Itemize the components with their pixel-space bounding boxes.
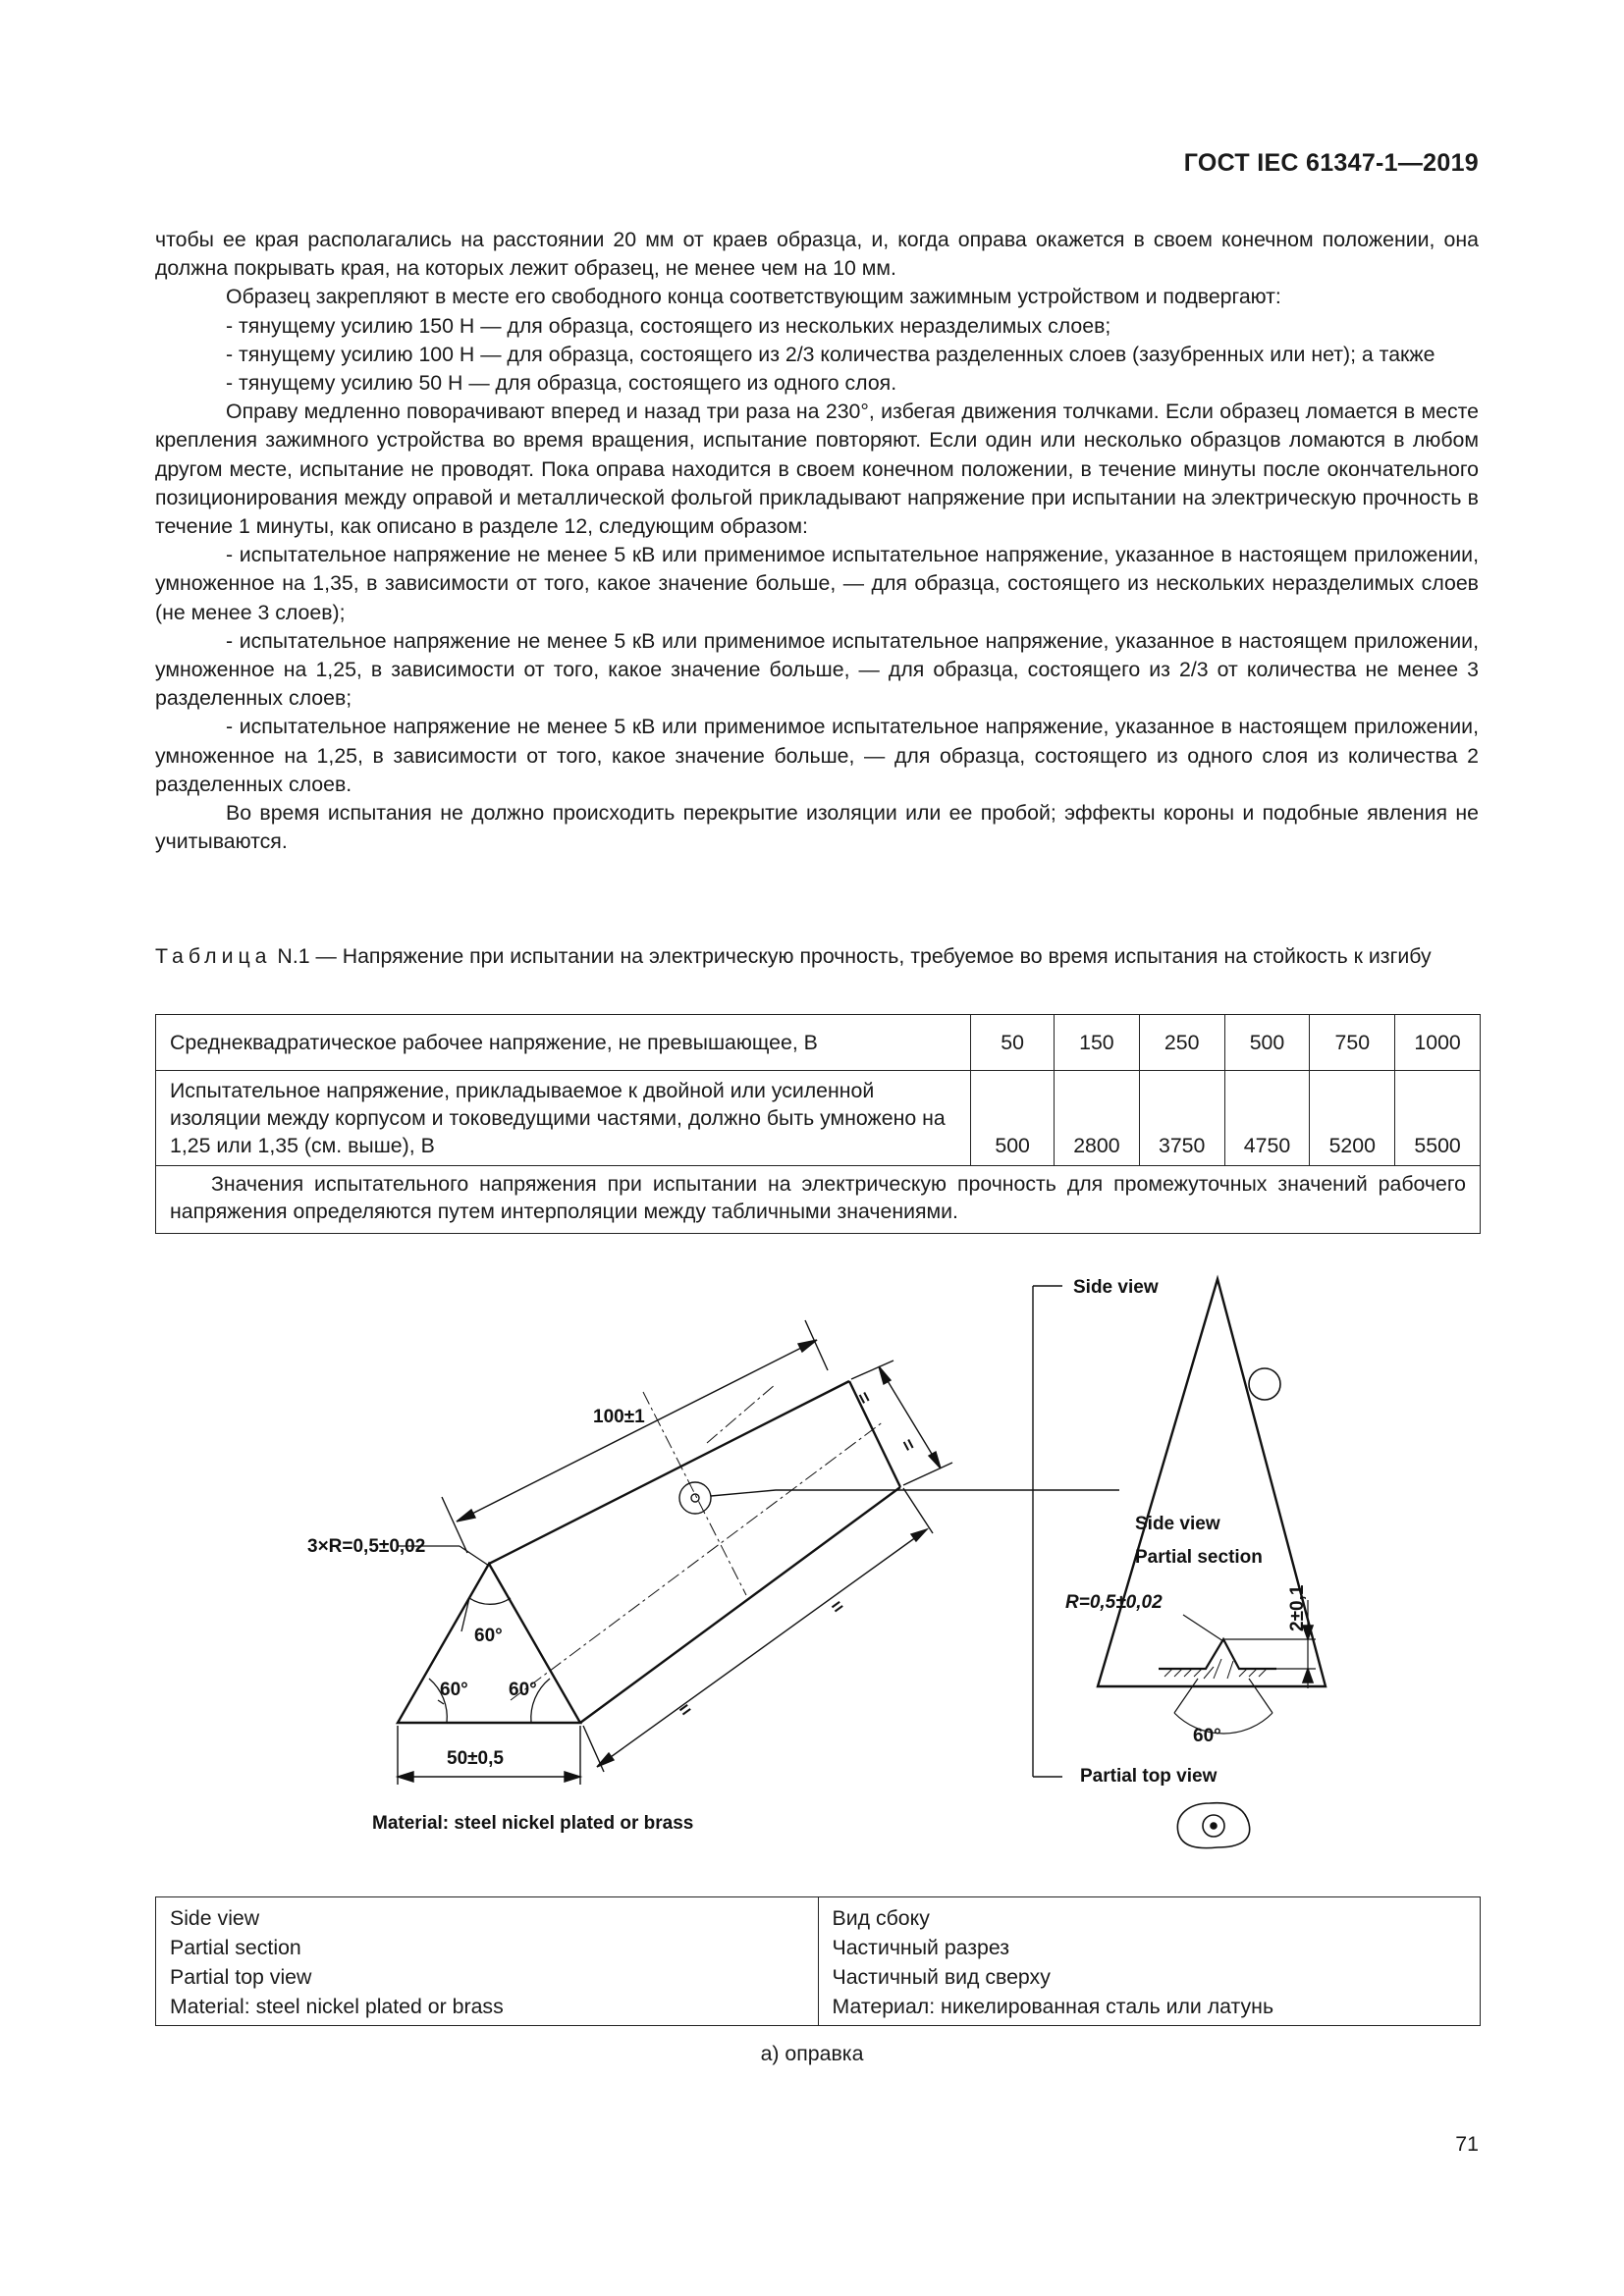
table-cell: 50	[971, 1015, 1055, 1071]
table-cell: 750	[1310, 1015, 1395, 1071]
table-row	[156, 1166, 1481, 1234]
table-cell: 250	[1139, 1015, 1224, 1071]
center-lines	[511, 1384, 884, 1700]
partial-top-view-label: Partial top view	[1080, 1766, 1218, 1787]
table-row	[156, 1897, 1481, 2026]
paragraph: Во время испытания не должно происходить перекрытие изоляции или ее пробой; эффекты короны и подобные явления не учитываются.	[155, 801, 1479, 854]
equal-mark: =	[675, 1698, 696, 1723]
table-row	[156, 1071, 1481, 1166]
lower-dimension	[583, 1488, 933, 1772]
table-row	[156, 1015, 1481, 1071]
legend-item: Partial section	[170, 1936, 301, 1959]
width-dimension	[851, 1361, 952, 1485]
list-item: - испытательное напряжение не менее 5 кВ или применимое испытательное напряжение, указанное в настоящем приложении, умноженное на 1,35, в зависимости от того, какое значение больше, — для образца, состоящего из нескольких неразделимых слоев (не менее 3 слоев);	[155, 543, 1479, 624]
table-caption-label: Таблица	[155, 944, 272, 968]
page-number: 71	[1455, 2132, 1479, 2156]
row-header: Среднеквадратическое рабочее напряжение, не превышающее, В	[156, 1015, 971, 1071]
list-item: - тянущему усилию 150 Н — для образца, состоящего из нескольких неразделимых слоев;	[226, 313, 1111, 338]
list-item: - испытательное напряжение не менее 5 кВ или применимое испытательное напряжение, указанное в настоящем приложении, умноженное на 1,25, в зависимости от того, какое значение больше, — для образца, состоящего из 2/3 от количества не менее 3 разделенных слоев;	[155, 628, 1479, 711]
legend-item: Частичный вид сверху	[832, 1965, 1051, 1989]
legend-table	[155, 1896, 1481, 2026]
partial-top-view	[1177, 1803, 1249, 1848]
list-item: - тянущему усилию 100 Н — для образца, состоящего из 2/3 количества разделенных слоев (зазубренных или нет); а также	[226, 342, 1435, 366]
voltage-table	[155, 1014, 1481, 1234]
table-cell: 5500	[1395, 1071, 1481, 1166]
legend-item: Partial top view	[170, 1965, 312, 1989]
list-item: - испытательное напряжение не менее 5 кВ или применимое испытательное напряжение, указанное в настоящем приложении, умноженное на 1,25, в зависимости от того, какое значение больше, — для образца, состоящего из одного слоя из количества 2 разделенных слоев.	[155, 715, 1479, 796]
table-cell: 4750	[1224, 1071, 1310, 1166]
table-cell: 500	[971, 1071, 1055, 1166]
legend-item: Вид сбоку	[832, 1906, 930, 1930]
equal-mark: =	[851, 1388, 876, 1409]
table-cell: 500	[1224, 1015, 1310, 1071]
table-cell: 150	[1054, 1015, 1139, 1071]
list-item: - тянущему усилию 50 Н — для образца, состоящего из одного слоя.	[226, 371, 897, 396]
dim-radius-label: 3×R=0,5±0,02	[307, 1536, 426, 1557]
legend-russian	[818, 1897, 1481, 2026]
detail-height-label: 2±0,1	[1287, 1584, 1308, 1631]
table-caption	[155, 942, 1479, 971]
partial-section-label: Partial section	[1135, 1547, 1263, 1568]
equal-mark: =	[895, 1435, 920, 1456]
dim-base-label: 50±0,5	[447, 1748, 504, 1769]
paragraph: Оправу медленно поворачивают вперед и назад три раза на 230°, избегая движения толчками. Если образец ломается в месте крепления зажимного устройства во время вращения, испытание повторяют. Если один или несколько образцов ломаются в любом другом месте, испытание не проводят. Пока оправа находится в своем конечном положении, в течение минуты после окончательного позиционирования между оправой и металлической фольгой прикладывают напряжение при испытании на электрическую прочность в течение 1 минуты, как описано в разделе 12, следующим образом:	[155, 400, 1479, 539]
table-cell: 1000	[1395, 1015, 1481, 1071]
figure-subcaption: а) оправка	[760, 2042, 864, 2065]
detail-angle-label: 60°	[1193, 1726, 1221, 1746]
dim-length-label: 100±1	[593, 1407, 645, 1427]
row-header: Испытательное напряжение, прикладываемое к двойной или усиленной изоляции между корпусом и токоведущими частями, должно быть умножено на 1,25 или 1,35 (см. выше), В	[156, 1071, 971, 1166]
legend-english	[156, 1897, 819, 2026]
material-label: Material: steel nickel plated or brass	[372, 1813, 694, 1834]
legend-item: Материал: никелированная сталь или латунь	[832, 1995, 1274, 2018]
detail-radius-label: R=0,5±0,02	[1065, 1592, 1163, 1613]
paragraph: Образец закрепляют в месте его свободного конца соответствующим зажимным устройством и подвергают:	[226, 285, 1281, 309]
table-note: Значения испытательного напряжения при испытании на электрическую прочность для промежуточных значений рабочего напряжения определяются путем интерполяции между табличными значениями.	[156, 1166, 1481, 1234]
legend-item: Material: steel nickel plated or brass	[170, 1995, 504, 2018]
angle-right-label: 60°	[509, 1680, 537, 1700]
document-code: ГОСТ IEC 61347-1—2019	[1183, 149, 1479, 177]
legend-item: Частичный разрез	[832, 1936, 1010, 1959]
body-text	[155, 226, 1479, 856]
equal-mark: =	[827, 1595, 848, 1620]
table-cell: 3750	[1139, 1071, 1224, 1166]
length-dimension	[442, 1320, 828, 1553]
side-view-label-2: Side view	[1135, 1514, 1220, 1534]
table-cell: 2800	[1054, 1071, 1139, 1166]
paragraph: чтобы ее края располагались на расстоянии 20 мм от краев образца, и, когда оправа окажется в своем конечном положении, она должна покрывать края, на которых лежит образец, не менее чем на 10 мм.	[155, 228, 1479, 281]
table-cell: 5200	[1310, 1071, 1395, 1166]
legend-item: Side view	[170, 1906, 260, 1930]
mandrel-drawing	[0, 1247, 1624, 1875]
side-view-label: Side view	[1073, 1277, 1159, 1298]
table-caption-text: N.1 — Напряжение при испытании на электрическую прочность, требуемое во время испытания на стойкость к изгибу	[271, 944, 1432, 968]
hole-symbol	[679, 1286, 1119, 1777]
angle-left-label: 60°	[440, 1680, 468, 1700]
mandrel-outline	[398, 1381, 900, 1723]
angle-top-label: 60°	[474, 1626, 503, 1646]
angle-arcs	[429, 1598, 550, 1723]
